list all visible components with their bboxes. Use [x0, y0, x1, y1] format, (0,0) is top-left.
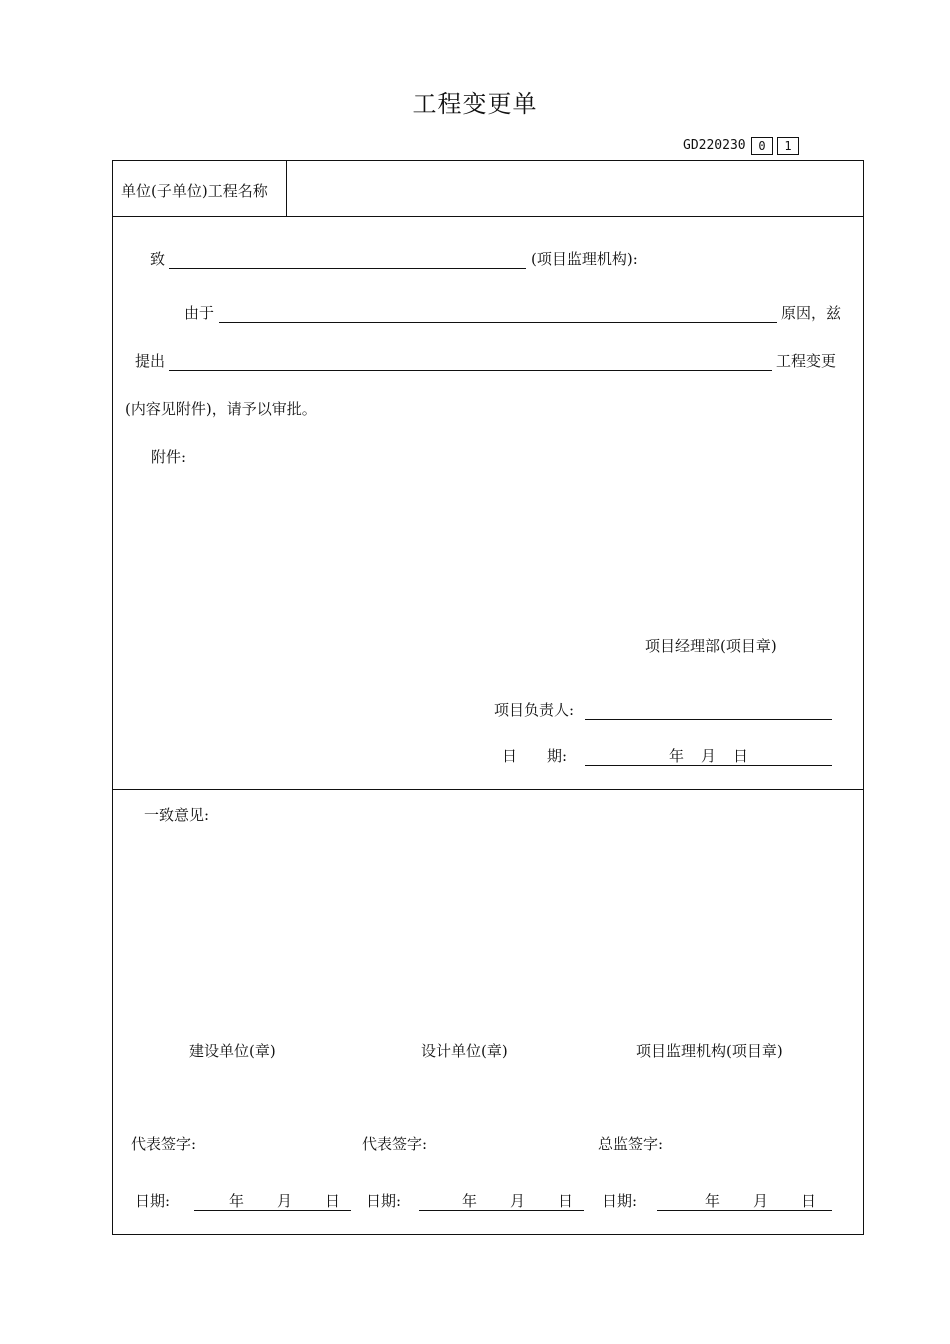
- design-sign-label: 代表签字:: [362, 1135, 428, 1153]
- propose-field[interactable]: [169, 350, 772, 371]
- construction-date-month: 月: [277, 1192, 293, 1210]
- supervision-date-month: 月: [753, 1192, 769, 1210]
- project-dept-stamp-label: 项目经理部(项目章): [645, 637, 777, 655]
- divider-header: [112, 216, 864, 217]
- design-date-year: 年: [462, 1192, 478, 1210]
- to-label: 致: [150, 250, 166, 268]
- design-date-day: 日: [558, 1192, 574, 1210]
- form-code-box-1: 0: [751, 137, 773, 155]
- approval-request-text: (内容见附件)，请予以审批。: [125, 400, 317, 418]
- construction-sign-label: 代表签字:: [131, 1135, 197, 1153]
- supervision-sign-label: 总监签字:: [598, 1135, 664, 1153]
- supervision-date-year: 年: [705, 1192, 721, 1210]
- construction-date-day: 日: [325, 1192, 341, 1210]
- responsible-label: 项目负责人:: [494, 701, 575, 719]
- date-year: 年: [669, 747, 685, 765]
- attachment-label: 附件:: [151, 448, 187, 466]
- propose-suffix: 工程变更: [776, 352, 837, 370]
- supervision-unit-label: 项目监理机构(项目章): [636, 1042, 783, 1060]
- design-unit-label: 设计单位(章): [421, 1042, 508, 1060]
- responsible-field[interactable]: [585, 699, 832, 720]
- reason-prefix: 由于: [184, 304, 215, 322]
- form-code-box-2: 1: [777, 137, 799, 155]
- divider-name-cell: [286, 160, 287, 217]
- to-suffix: (项目监理机构):: [531, 250, 638, 268]
- design-date-label: 日期:: [366, 1192, 402, 1210]
- project-name-value[interactable]: [300, 180, 850, 202]
- opinion-label: 一致意见:: [144, 806, 210, 824]
- page-title: 工程变更单: [412, 90, 538, 118]
- to-field[interactable]: [169, 248, 526, 269]
- date-day: 日: [733, 747, 749, 765]
- supervision-date-day: 日: [801, 1192, 817, 1210]
- propose-prefix: 提出: [135, 352, 166, 370]
- form-code-prefix: GD220230: [683, 138, 746, 153]
- date-month: 月: [701, 747, 717, 765]
- date-label: 日 期:: [502, 747, 568, 765]
- construction-date-year: 年: [229, 1192, 245, 1210]
- construction-unit-label: 建设单位(章): [189, 1042, 276, 1060]
- reason-suffix: 原因，兹: [781, 304, 842, 322]
- design-date-month: 月: [510, 1192, 526, 1210]
- construction-date-label: 日期:: [135, 1192, 171, 1210]
- supervision-date-label: 日期:: [602, 1192, 638, 1210]
- divider-section: [112, 789, 864, 790]
- project-name-label: 单位(子单位)工程名称: [121, 182, 268, 200]
- reason-field[interactable]: [219, 302, 777, 323]
